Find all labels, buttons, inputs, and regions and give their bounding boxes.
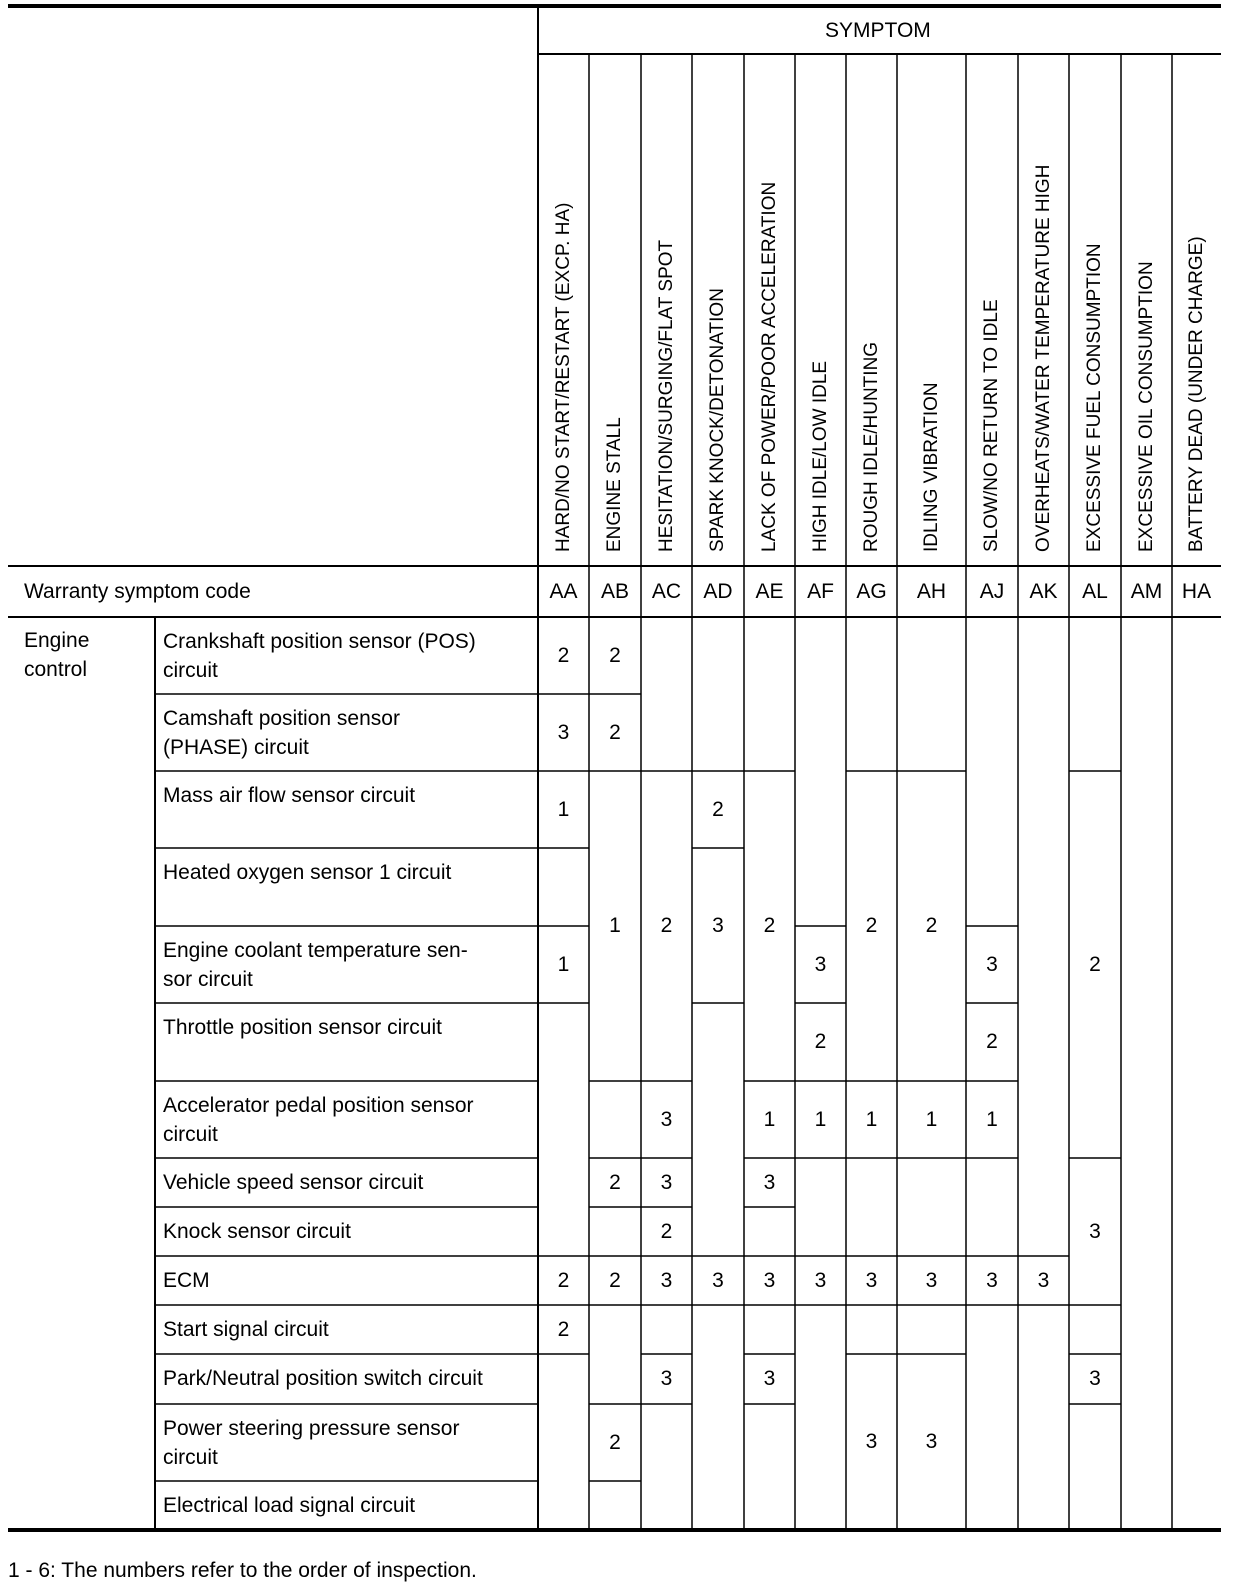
- column-header-ad: SPARK KNOCK/DETONATION: [707, 288, 728, 552]
- inspection-order-value: 2: [865, 914, 878, 937]
- inspection-order-value: 1: [986, 1107, 998, 1131]
- inspection-order-value: 3: [1089, 1367, 1101, 1390]
- symptom-code-ah: AH: [916, 579, 947, 603]
- row-label: Crankshaft position sensor (POS): [163, 630, 476, 653]
- column-header-am: EXCESSIVE OIL CONSUMPTION: [1135, 261, 1157, 552]
- inspection-order-value: 2: [814, 1030, 827, 1053]
- row-label: circuit: [163, 1123, 218, 1146]
- row-label: Camshaft position sensor: [163, 707, 400, 730]
- inspection-order-value: 2: [763, 914, 776, 937]
- inspection-order-value: 1: [763, 1107, 776, 1131]
- inspection-order-value: 3: [925, 1430, 938, 1453]
- row-label: ECM: [163, 1269, 210, 1292]
- row-label: Vehicle speed sensor circuit: [163, 1171, 424, 1194]
- inspection-order-value: 2: [1089, 952, 1101, 976]
- inspection-order-value: 2: [609, 643, 621, 667]
- symptom-code-af: AF: [807, 579, 834, 603]
- footnote: 1 - 6: The numbers refer to the order of inspection.: [8, 1559, 477, 1582]
- inspection-order-value: 2: [609, 720, 621, 744]
- row-label: Electrical load signal circuit: [163, 1494, 416, 1517]
- symptom-code-ac: AC: [651, 579, 682, 603]
- warranty-symptom-code-label: Warranty symptom code: [24, 580, 251, 603]
- inspection-order-value: 3: [660, 1170, 673, 1194]
- row-label: circuit: [163, 1446, 218, 1469]
- inspection-order-value: 3: [865, 1268, 878, 1292]
- symptom-header: SYMPTOM: [825, 19, 931, 42]
- symptom-code-ha: HA: [1181, 579, 1212, 603]
- column-header-af: HIGH IDLE/LOW IDLE: [809, 360, 831, 552]
- symptom-code-aa: AA: [549, 579, 578, 603]
- column-header-ab: ENGINE STALL: [604, 417, 625, 552]
- inspection-order-value: 3: [660, 1107, 673, 1131]
- inspection-order-value: 3: [865, 1430, 878, 1453]
- inspection-order-value: 2: [609, 1268, 621, 1292]
- inspection-order-value: 3: [814, 952, 827, 976]
- column-header-ag: ROUGH IDLE/HUNTING: [860, 341, 882, 552]
- symptom-code-ae: AE: [755, 579, 784, 603]
- row-label: Throttle position sensor circuit: [163, 1016, 442, 1039]
- inspection-order-value: 2: [925, 914, 938, 937]
- column-header-ah: IDLING VIBRATION: [920, 382, 942, 552]
- inspection-order-value: 3: [986, 1268, 998, 1292]
- symptom-code-aj: AJ: [979, 579, 1005, 603]
- inspection-order-value: 3: [763, 1170, 776, 1194]
- inspection-order-value: 1: [814, 1107, 827, 1131]
- column-header-al: EXCESSIVE FUEL CONSUMPTION: [1084, 243, 1105, 552]
- row-label: Power steering pressure sensor: [163, 1417, 460, 1440]
- row-label: Accelerator pedal position sensor: [163, 1094, 474, 1117]
- inspection-order-value: 3: [660, 1367, 673, 1390]
- inspection-order-value: 2: [557, 643, 570, 667]
- column-header-aj: SLOW/NO RETURN TO IDLE: [981, 299, 1002, 552]
- category-engine-control-line-2: control: [24, 658, 88, 681]
- inspection-order-value: 2: [557, 1317, 570, 1341]
- column-header-ae: LACK OF POWER/POOR ACCELERATION: [758, 181, 780, 552]
- symptom-code-ab: AB: [600, 579, 630, 603]
- inspection-order-value: 3: [814, 1268, 827, 1292]
- inspection-order-value: 2: [557, 1268, 570, 1292]
- row-label: circuit: [163, 659, 218, 682]
- row-label: Start signal circuit: [163, 1318, 329, 1341]
- inspection-order-value: 2: [660, 1219, 673, 1243]
- inspection-order-value: 2: [609, 1430, 621, 1454]
- row-label: Engine coolant temperature sen-: [163, 939, 468, 962]
- symptom-code-al: AL: [1082, 579, 1108, 603]
- row-label: Knock sensor circuit: [163, 1220, 351, 1243]
- inspection-order-value: 1: [557, 797, 570, 821]
- row-label: Park/Neutral position switch circuit: [163, 1367, 483, 1390]
- column-header-ak: OVERHEATS/WATER TEMPERATURE HIGH: [1032, 164, 1054, 552]
- inspection-order-value: 3: [1089, 1219, 1101, 1243]
- inspection-order-value: 2: [660, 914, 673, 937]
- column-header-aa: HARD/NO START/RESTART (EXCP. HA): [552, 202, 574, 552]
- symptom-code-ad: AD: [703, 579, 733, 603]
- inspection-order-value: 3: [712, 1268, 724, 1292]
- row-label: Mass air flow sensor circuit: [163, 784, 416, 807]
- row-label: (PHASE) circuit: [163, 736, 309, 759]
- category-engine-control-line-1: Engine: [24, 629, 90, 652]
- inspection-order-value: 3: [986, 952, 998, 976]
- row-label: Heated oxygen sensor 1 circuit: [163, 861, 452, 884]
- inspection-order-value: 3: [660, 1268, 673, 1292]
- inspection-order-value: 3: [925, 1268, 938, 1292]
- inspection-order-value: 2: [986, 1030, 998, 1053]
- symptom-code-ak: AK: [1029, 579, 1058, 603]
- inspection-order-value: 1: [609, 914, 621, 937]
- column-header-ha: BATTERY DEAD (UNDER CHARGE): [1185, 236, 1207, 552]
- inspection-order-value: 3: [763, 1367, 776, 1390]
- symptom-code-ag: AG: [856, 579, 887, 603]
- inspection-order-value: 2: [712, 797, 724, 821]
- inspection-order-value: 3: [1037, 1268, 1050, 1292]
- inspection-order-value: 2: [609, 1170, 621, 1194]
- inspection-order-value: 1: [865, 1107, 878, 1131]
- symptom-code-am: AM: [1130, 579, 1163, 603]
- inspection-order-value: 1: [557, 952, 570, 976]
- column-header-ac: HESITATION/SURGING/FLAT SPOT: [655, 239, 677, 552]
- inspection-order-value: 3: [712, 913, 724, 937]
- row-label: sor circuit: [163, 968, 253, 991]
- inspection-order-value: 1: [925, 1107, 938, 1131]
- inspection-order-value: 3: [763, 1268, 776, 1292]
- inspection-order-value: 3: [557, 720, 570, 744]
